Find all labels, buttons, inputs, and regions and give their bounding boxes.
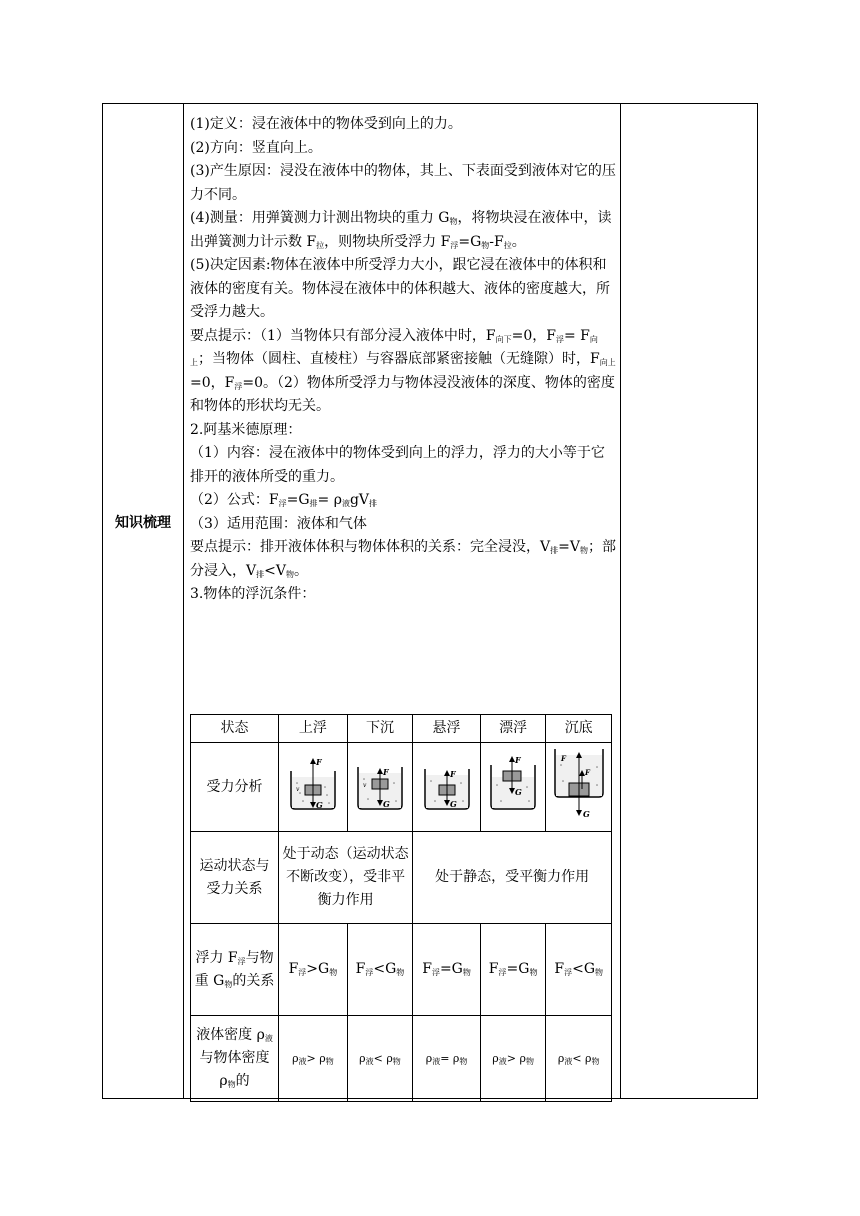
relation-cell: $F_浮=G_物$ [413,924,481,1016]
table-header-row [191,715,612,743]
buoyancy-cause: (3)产生原因：浸没在液体中的物体，其上、下表面受到液体对它的压力不同。 [190,163,616,203]
force-label: F [515,755,521,765]
weight-label: G [449,799,457,809]
force-label: F [449,769,456,779]
header-cell: 下沉 [347,715,413,743]
density-cell: $\rho_液> \rho_物$ [279,1016,348,1102]
relation-cell: $F_浮<G_物$ [347,924,413,1016]
row-label: 液体密度 $\rho_液$与物体密度 $\rho_物$的 [191,1016,279,1102]
buoyancy-measurement: (4)测量：用弹簧测力计测出物块的重力 $G_物$，将物块浸在液体中，读出弹簧测力计示数 $F_拉$，则物块所受浮力 $F_浮=G_物-F_拉$。 [190,210,612,250]
sunk-force-diagram [551,745,607,821]
buoyancy-factors: (5)决定因素:物体在液体中所受浮力大小，跟它浸在液体中的体积和液体的密度有关。物体浸在液体中的体积越大、液体的密度越大，所受浮力越大。 [190,257,610,320]
force-label: F [382,767,389,777]
float-condition-table [190,714,612,1102]
velocity-label: v [362,782,367,789]
force-analysis-row [191,743,612,832]
density-relation-row [191,1016,612,1102]
row-label: 受力分析 [191,743,279,832]
row-label: 浮力 $F_浮$与物重 $G_物$的关系 [191,924,279,1016]
force-label: F [560,754,566,763]
weight-label: G [315,800,323,810]
archimedes-tip: 要点提示：排开液体体积与物体体积的关系：完全浸没，$V_排=V_物$；部分浸入，$V_排<V_物$。 [190,539,616,579]
weight-label: G [515,787,522,797]
section-label: 知识梳理 [115,515,171,531]
lesson-table [102,103,758,1099]
suspended-diagram [413,743,481,832]
suspended-force-diagram [419,753,475,813]
column-divider [620,104,621,1098]
header-cell: 悬浮 [413,715,481,743]
sunk-diagram [546,743,612,832]
archimedes-content: （1）内容：浸在液体中的物体受到向上的浮力，浮力的大小等于它排开的液体所受的重力。 [190,445,605,485]
force-label: F [315,757,322,767]
column-divider [183,104,184,1098]
archimedes-scope: （3）适用范围：液体和气体 [190,515,367,532]
motion-static-cell: 处于静态，受平衡力作用 [413,832,612,924]
buoyancy-relation-row [191,924,612,1016]
buoyancy-definition: (1)定义：浸在液体中的物体受到向上的力。 [190,116,462,132]
motion-dynamic-cell: 处于动态（运动状态不断改变），受非平衡力作用 [279,832,413,924]
density-cell: $\rho_液> \rho_物$ [480,1016,546,1102]
rising-force-diagram [285,753,341,813]
weight-label: G [582,809,590,819]
density-cell: $\rho_液< \rho_物$ [546,1016,612,1102]
support-label: F [584,768,590,777]
sinking-force-diagram [352,753,408,813]
floating-diagram [480,743,546,832]
archimedes-formula: （2）公式：$F_浮=G_排= \rho_液gV_排$ [190,492,378,508]
motion-row [191,832,612,924]
buoyancy-direction: (2)方向：竖直向上。 [190,139,322,156]
relation-cell: $F_浮<G_物$ [546,924,612,1016]
header-cell: 沉底 [546,715,612,743]
density-cell: $\rho_液= \rho_物$ [413,1016,481,1102]
buoyancy-tip: 要点提示：（1）当物体只有部分浸入液体中时，$F_{向下}=0$，$F_浮= F_{向上}$；当物体（圆柱、直棱柱）与容器底部紧密接触（无缝隙）时，$F_{向上}=0$，$F_浮=0$。（2）物体所受浮力与物体浸没液体的深度、物体的密度和物体的形状均无关。 [190,327,616,414]
relation-cell: $F_浮=G_物$ [480,924,546,1016]
velocity-label: v [295,786,300,793]
floating-force-diagram [485,753,541,813]
row-label: 运动状态与受力关系 [191,832,279,924]
sinking-diagram [347,743,413,832]
archimedes-heading: 2.阿基米德原理： [190,421,302,438]
density-cell: $\rho_液< \rho_物$ [347,1016,413,1102]
header-cell: 上浮 [279,715,348,743]
knowledge-content [190,113,618,607]
rising-diagram [279,743,348,832]
relation-cell: $F_浮>G_物$ [279,924,348,1016]
weight-label: G [382,799,390,809]
header-cell: 漂浮 [480,715,546,743]
float-heading: 3.物体的浮沉条件： [190,586,316,602]
header-cell: 状态 [191,715,279,743]
